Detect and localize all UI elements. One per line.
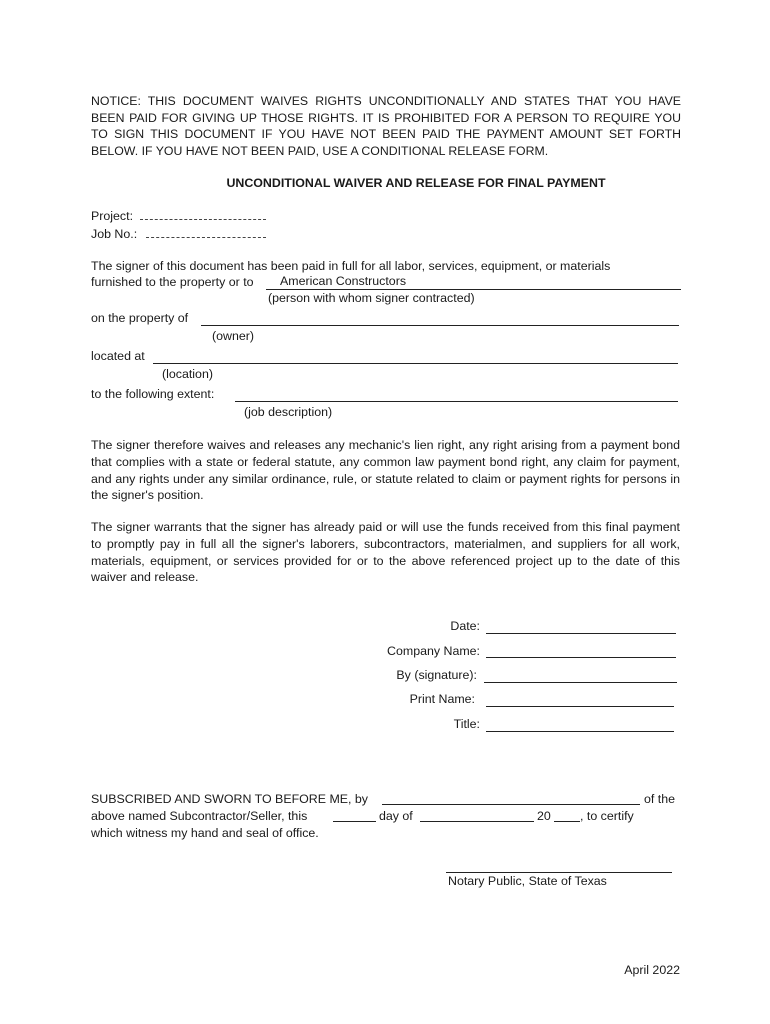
- signature-label: By (signature):: [396, 668, 477, 682]
- company-name-label: Company Name:: [387, 644, 480, 658]
- waiver-paragraph: The signer therefore waives and releases any mechanic's lien right, any right arising from a payment bond that complies with a state or federal statute, any common law payment bond right, any claim for payment, and any rights under any similar ordinance, rule, or statute related to claim or payment rights for persons in the signer's position.: [91, 438, 680, 503]
- extent-label: to the following extent:: [91, 387, 215, 401]
- sworn-line1-start: SUBSCRIBED AND SWORN TO BEFORE ME, by: [91, 792, 369, 806]
- job-number-field[interactable]: [146, 237, 266, 238]
- located-label: located at: [91, 349, 145, 363]
- signer-intro-line1: The signer of this document has been paid in full for all labor, services, equipment, or materials: [91, 259, 611, 273]
- notary-signature-field[interactable]: [446, 872, 672, 873]
- company-name-field[interactable]: [486, 657, 676, 658]
- sworn-by-field[interactable]: [382, 804, 640, 805]
- sworn-line2-start: above named Subcontractor/Seller, this: [91, 809, 308, 823]
- sworn-year-prefix: 20: [537, 809, 551, 823]
- footer-date: April 2022: [624, 963, 680, 977]
- property-label: on the property of: [91, 311, 189, 325]
- document-title: UNCONDITIONAL WAIVER AND RELEASE FOR FINAL PAYMENT: [226, 176, 606, 190]
- sworn-month-field[interactable]: [420, 821, 534, 822]
- signature-field[interactable]: [484, 682, 677, 683]
- owner-field[interactable]: [201, 325, 679, 326]
- sworn-line1-end: of the: [644, 792, 676, 806]
- date-label: Date:: [450, 619, 480, 633]
- sworn-line2-end: , to certify: [580, 809, 634, 823]
- project-field[interactable]: [140, 219, 266, 220]
- notice-text: NOTICE: THIS DOCUMENT WAIVES RIGHTS UNCONDITIONALLY AND STATES THAT YOU HAVE BEEN PAID FOR GIVING UP THOSE RIGHTS. IT IS PROHIBITED FOR A PERSON TO REQUIRE YOU TO SIGN THIS DOCUMENT IF YOU HAVE NOT BEEN PAID THE PAYMENT AMOUNT SET FORTH BELOW. IF YOU HAVE NOT BEEN PAID, USE A CONDITIONAL RELEASE FORM.: [91, 94, 681, 158]
- signer-intro-line2: furnished to the property or to: [91, 275, 254, 289]
- notary-caption: Notary Public, State of Texas: [448, 874, 607, 888]
- contracted-party-value: American Constructors: [280, 274, 407, 288]
- job-description-caption: (job description): [244, 405, 333, 419]
- title-label: Title:: [453, 717, 480, 731]
- location-caption: (location): [162, 367, 213, 381]
- title-field[interactable]: [486, 731, 674, 732]
- sworn-year-field[interactable]: [554, 821, 580, 822]
- contracted-party-field[interactable]: [266, 289, 681, 290]
- warrant-paragraph: The signer warrants that the signer has already paid or will use the funds received from this final payment to promptly pay in full all the signer's laborers, subcontractors, materialmen, and suppliers for all work, materials, equipment, or services provided for or to the above referenced project up to the date of this waiver and release.: [91, 520, 680, 585]
- sworn-line3: which witness my hand and seal of office.: [91, 826, 319, 840]
- print-name-field[interactable]: [486, 706, 674, 707]
- job-description-field[interactable]: [235, 401, 678, 402]
- project-label: Project:: [91, 209, 134, 223]
- sworn-day-of: day of: [379, 809, 413, 823]
- print-name-label: Print Name:: [409, 692, 475, 706]
- date-field[interactable]: [486, 633, 676, 634]
- sworn-day-field[interactable]: [333, 821, 376, 822]
- location-field[interactable]: [153, 363, 678, 364]
- job-number-label: Job No.:: [91, 227, 138, 241]
- contracted-party-caption: (person with whom signer contracted): [268, 291, 475, 305]
- owner-caption: (owner): [212, 329, 254, 343]
